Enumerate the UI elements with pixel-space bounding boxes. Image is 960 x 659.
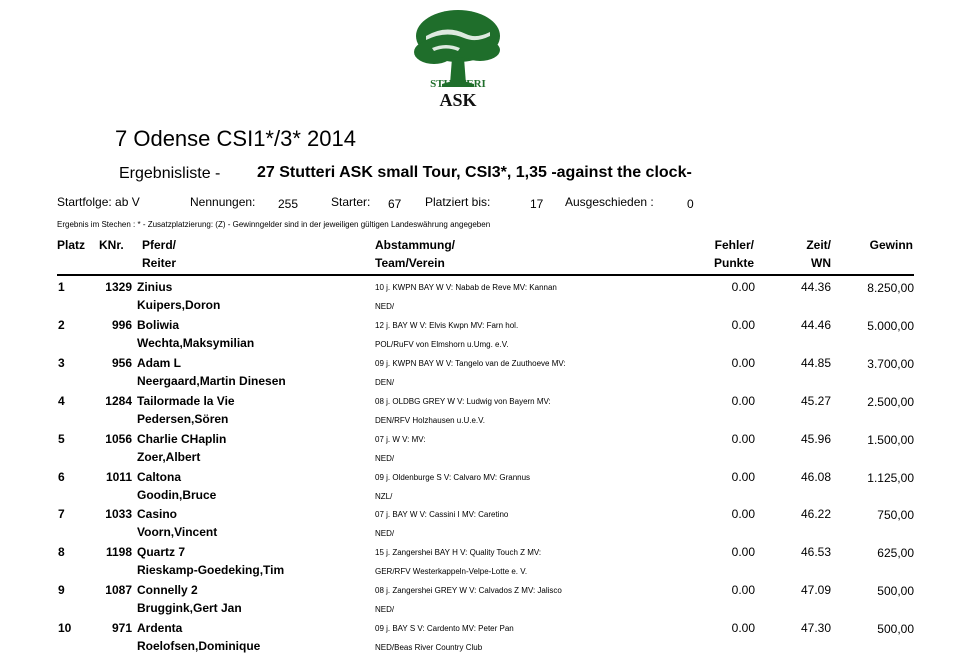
rider-name: Wechta,Maksymilian: [137, 335, 255, 350]
rider-name: Neergaard,Martin Dinesen: [137, 373, 286, 388]
zeit-cell: 44.36: [800, 280, 831, 294]
ausgeschieden-label: Ausgeschieden :: [565, 195, 654, 209]
knr-cell: 1329: [105, 280, 132, 294]
team-text: NED/: [375, 453, 395, 463]
fehler-cell: 0.00: [731, 393, 755, 408]
fehler-cell: 0.00: [731, 355, 755, 370]
horse-name: Adam L: [137, 355, 182, 370]
startfolge: Startfolge: ab V: [57, 195, 140, 209]
starter-value: 67: [388, 197, 402, 211]
zeit-cell: 46.08: [800, 469, 831, 484]
team-text: NED/: [375, 529, 395, 539]
pedigree-text: 09 j. Oldenburge S V: Calvaro MV: Grannus: [375, 472, 531, 482]
fehler-cell: 0.00: [731, 507, 755, 522]
results-label: Ergebnisliste -: [119, 165, 221, 182]
platz-cell: 7: [58, 507, 65, 522]
rider-name: Roelofsen,Dominique: [137, 639, 261, 654]
pedigree-text: 08 j. Zangershei GREY W V: Calvados Z MV: Jalisco: [375, 586, 562, 596]
platz-cell: 6: [58, 469, 65, 484]
rider-name: Kuipers,Doron: [137, 298, 221, 312]
rider-name: Zoer,Albert: [137, 449, 201, 464]
platz-cell: 3: [58, 355, 65, 370]
fehler-cell: 0.00: [731, 545, 755, 560]
gewinn-cell: 1.500,00: [867, 432, 914, 447]
zeit-cell: 47.09: [800, 583, 831, 598]
knr-cell: 1087: [105, 583, 132, 598]
nennungen-value: 255: [278, 197, 299, 211]
knr-cell: 971: [111, 621, 132, 636]
pedigree-text: 12 j. BAY W V: Elvis Kwpn MV: Farn hol.: [375, 320, 519, 330]
gewinn-cell: 750,00: [877, 508, 914, 523]
gewinn-cell: 3.700,00: [867, 356, 914, 371]
logo-text-bottom: ASK: [439, 90, 477, 110]
col-reiter: Reiter: [142, 256, 177, 270]
zeit-cell: 46.53: [800, 545, 831, 560]
nennungen-label: Nennungen:: [190, 195, 256, 209]
knr-cell: 996: [111, 317, 132, 332]
team-text: GER/RFV Westerkappeln-Velpe-Lotte e. V.: [375, 567, 528, 577]
ausgeschieden-value: 0: [687, 197, 694, 211]
gewinn-cell: 500,00: [877, 622, 914, 637]
platziert-value: 17: [530, 197, 544, 211]
zeit-cell: 45.96: [800, 431, 831, 446]
col-pferd: Pferd/: [142, 238, 177, 252]
col-fehler: Fehler/: [714, 238, 754, 252]
pedigree-text: 15 j. Zangershei BAY H V: Quality Touch Z MV:: [375, 548, 542, 558]
gewinn-cell: 625,00: [877, 546, 914, 561]
horse-name: Quartz 7: [137, 545, 186, 560]
event-title: 7 Odense CSI1*/3* 2014: [115, 126, 356, 151]
fehler-cell: 0.00: [731, 431, 755, 446]
platz-cell: 5: [58, 431, 65, 446]
zeit-cell: 47.30: [800, 621, 831, 636]
team-text: POL/RuFV von Elmshorn u.Umg. e.V.: [375, 339, 509, 349]
horse-name: Casino: [137, 507, 178, 522]
header-rule: [57, 274, 914, 276]
gewinn-cell: 500,00: [877, 584, 914, 599]
col-team: Team/Verein: [375, 256, 445, 270]
rider-name: Voorn,Vincent: [137, 525, 218, 540]
team-text: DEN/: [375, 377, 395, 387]
zeit-cell: 45.27: [800, 393, 831, 408]
zeit-cell: 44.85: [800, 355, 831, 370]
competition-name: 27 Stutteri ASK small Tour, CSI3*, 1,35 -against the clock-: [257, 164, 692, 181]
fehler-cell: 0.00: [731, 583, 755, 598]
col-punkte: Punkte: [713, 256, 754, 270]
col-zeit: Zeit/: [806, 238, 831, 252]
knr-cell: 956: [111, 355, 132, 370]
horse-name: Zinius: [137, 280, 173, 294]
team-text: DEN/RFV Holzhausen u.U.e.V.: [375, 415, 485, 425]
col-platz: Platz: [57, 238, 86, 252]
knr-cell: 1033: [105, 507, 132, 522]
pedigree-text: 10 j. KWPN BAY W V: Nabab de Reve MV: Kannan: [375, 283, 557, 292]
rider-name: Bruggink,Gert Jan: [137, 601, 242, 616]
platz-cell: 8: [58, 545, 65, 560]
team-text: NED/Beas River Country Club: [375, 643, 483, 653]
stutteri-ask-logo: [412, 6, 504, 114]
horse-name: Charlie CHaplin: [137, 431, 227, 446]
pedigree-text: 07 j. W V: MV:: [375, 434, 426, 444]
horse-name: Tailormade la Vie: [137, 393, 235, 408]
starter-label: Starter:: [331, 195, 371, 209]
gewinn-cell: 8.250,00: [867, 281, 914, 295]
horse-name: Connelly 2: [137, 583, 198, 598]
rider-name: Goodin,Bruce: [137, 487, 217, 502]
fehler-cell: 0.00: [731, 317, 755, 332]
gewinn-cell: 1.125,00: [867, 470, 914, 485]
zeit-cell: 44.46: [800, 317, 831, 332]
platz-cell: 9: [58, 583, 65, 598]
platz-cell: 4: [58, 393, 65, 408]
knr-cell: 1198: [105, 545, 132, 560]
pedigree-text: 09 j. BAY S V: Cardento MV: Peter Pan: [375, 624, 514, 634]
logo-text-top: STUTTERI: [430, 78, 486, 90]
zeit-cell: 46.22: [800, 507, 831, 522]
fehler-cell: 0.00: [731, 280, 755, 294]
platz-cell: 10: [58, 621, 72, 636]
platziert-label: Platziert bis:: [425, 195, 491, 209]
knr-cell: 1011: [105, 469, 132, 484]
fehler-cell: 0.00: [731, 469, 755, 484]
results-note: Ergebnis im Stechen : * - Zusatzplatzierung: (Z) - Gewinngelder sind in der jeweiligen gültigen Landeswährung angegeben: [57, 220, 491, 229]
col-abstammung: Abstammung/: [375, 238, 456, 252]
rider-name: Pedersen,Sören: [137, 411, 229, 426]
pedigree-text: 09 j. KWPN BAY W V: Tangelo van de Zuuthoeve MV:: [375, 358, 566, 368]
gewinn-cell: 5.000,00: [867, 318, 914, 333]
pedigree-text: 08 j. OLDBG GREY W V: Ludwig von Bayern MV:: [375, 396, 551, 406]
horse-name: Ardenta: [137, 621, 183, 636]
horse-name: Caltona: [137, 469, 182, 484]
team-text: NZL/: [375, 491, 393, 501]
knr-cell: 1284: [105, 393, 132, 408]
platz-cell: 2: [58, 317, 65, 332]
knr-cell: 1056: [105, 431, 132, 446]
pedigree-text: 07 j. BAY W V: Cassini I MV: Caretino: [375, 510, 509, 520]
team-text: NED/: [375, 605, 395, 615]
rider-name: Rieskamp-Goedeking,Tim: [137, 563, 285, 578]
gewinn-cell: 2.500,00: [867, 394, 914, 409]
horse-name: Boliwia: [137, 317, 180, 332]
col-wn: WN: [811, 256, 831, 270]
fehler-cell: 0.00: [731, 621, 755, 636]
col-gewinn: Gewinn: [869, 238, 913, 252]
team-text: NED/: [375, 302, 395, 311]
col-knr: KNr.: [99, 238, 124, 252]
platz-cell: 1: [58, 280, 65, 294]
